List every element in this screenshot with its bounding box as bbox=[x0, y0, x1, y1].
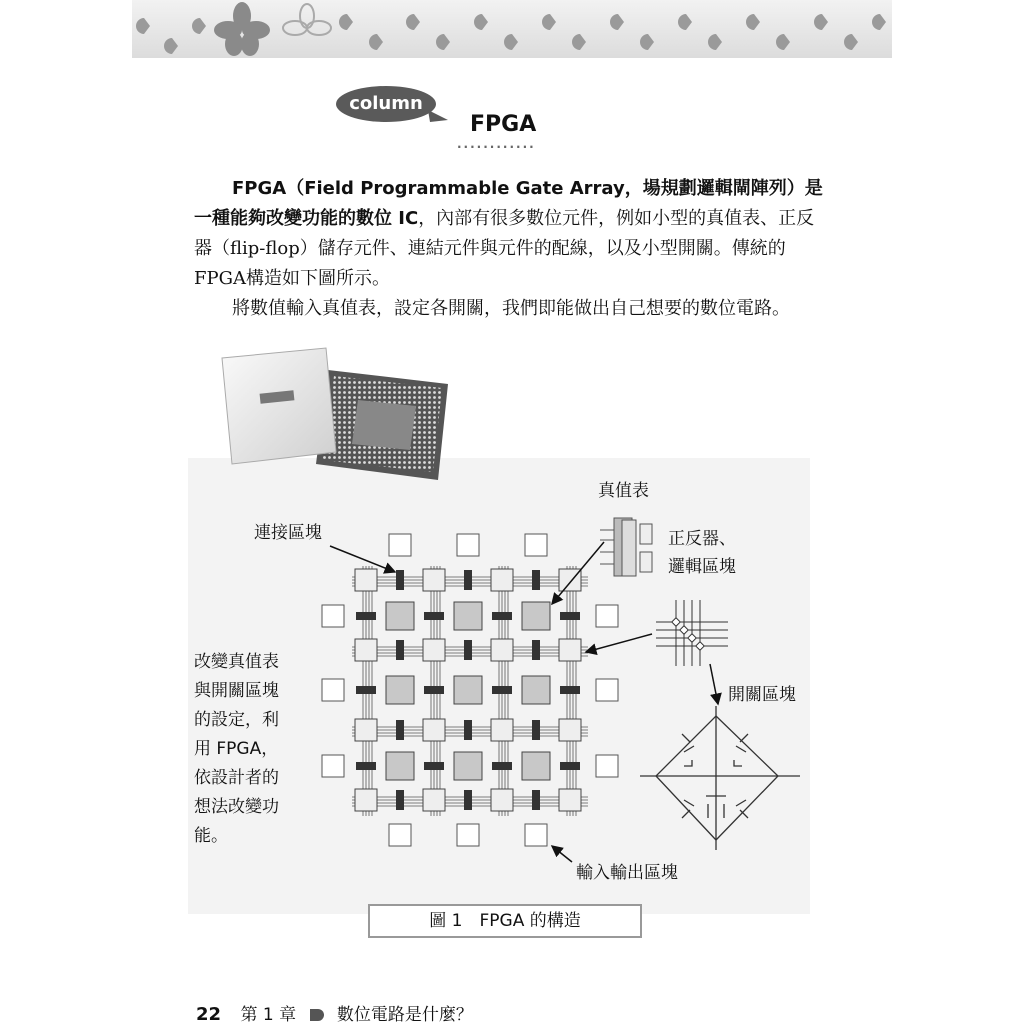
logic-block bbox=[386, 676, 414, 704]
side-text-line: 的設定，利 bbox=[194, 710, 279, 730]
connection-block bbox=[396, 640, 404, 660]
io-block bbox=[322, 679, 344, 701]
switch-block bbox=[491, 569, 513, 591]
page-footer bbox=[196, 1000, 473, 1025]
switch-block bbox=[423, 719, 445, 741]
connection-block bbox=[560, 686, 580, 694]
arrow-connect-block bbox=[330, 546, 395, 572]
logic-block bbox=[454, 602, 482, 630]
truth-table-icon bbox=[600, 518, 652, 576]
connection-block bbox=[424, 612, 444, 620]
io-block bbox=[525, 534, 547, 556]
io-block bbox=[596, 679, 618, 701]
title-underline-dots: ············ bbox=[457, 140, 536, 154]
connection-block bbox=[424, 686, 444, 694]
logic-block bbox=[522, 602, 550, 630]
intro-rest-text: ，內部有很多數位元件，例如小型的真值表、正反器（flip-flop）儲存元件、連結元件與元件的配線，以及小型開關。傳統的FPGA構造如下圖所示。 bbox=[194, 208, 815, 289]
connection-block bbox=[492, 612, 512, 620]
label-flipflop-1: 正反器、 bbox=[668, 529, 736, 549]
switch-block bbox=[559, 719, 581, 741]
switch-block bbox=[355, 719, 377, 741]
side-text-line: 用 FPGA， bbox=[194, 739, 279, 759]
connection-block bbox=[532, 640, 540, 660]
connection-block bbox=[396, 790, 404, 810]
connection-block bbox=[396, 720, 404, 740]
chapter-title: 數位電路是什麼？ bbox=[336, 1005, 473, 1025]
switch-block bbox=[423, 789, 445, 811]
side-text-line: 改變真值表 bbox=[194, 652, 279, 672]
io-block bbox=[457, 534, 479, 556]
logic-block bbox=[386, 602, 414, 630]
logic-block bbox=[522, 752, 550, 780]
switch-block bbox=[355, 789, 377, 811]
connection-block bbox=[424, 762, 444, 770]
second-paragraph-text: 將數值輸入真值表，設定各開關，我們即能做出自己想要的數位電路。 bbox=[232, 298, 790, 319]
io-block bbox=[322, 605, 344, 627]
switch-block bbox=[559, 789, 581, 811]
connection-block bbox=[464, 720, 472, 740]
switch-block bbox=[423, 569, 445, 591]
connection-block bbox=[532, 790, 540, 810]
arrow-switch-mesh bbox=[586, 634, 652, 652]
connection-block bbox=[532, 570, 540, 590]
switch-block bbox=[423, 639, 445, 661]
intro-bold-text: FPGA（Field Programmable Gate Array，場規劃邏輯閘陣列）是一種能夠改變功能的數位 IC bbox=[194, 178, 823, 229]
label-truth-table: 真值表 bbox=[598, 481, 649, 501]
chapter-marker-icon bbox=[310, 1009, 324, 1021]
connection-block bbox=[464, 640, 472, 660]
connection-block bbox=[492, 686, 512, 694]
logic-block bbox=[522, 676, 550, 704]
arrow-switch-detail bbox=[710, 664, 718, 704]
switch-block bbox=[491, 719, 513, 741]
switch-block bbox=[559, 639, 581, 661]
connection-block bbox=[464, 570, 472, 590]
page-title: FPGA bbox=[470, 112, 537, 137]
chapter-number: 第 1 章 bbox=[240, 1005, 297, 1025]
side-text-line: 想法改變功 bbox=[194, 797, 279, 817]
connection-block bbox=[492, 762, 512, 770]
switch-mesh-icon bbox=[656, 600, 728, 666]
io-block bbox=[596, 755, 618, 777]
label-switch-block: 開關區塊 bbox=[728, 685, 796, 705]
connection-block bbox=[396, 570, 404, 590]
label-connect-block: 連接區塊 bbox=[254, 523, 322, 543]
side-text-line: 依設計者的 bbox=[194, 768, 279, 788]
side-text-line: 能。 bbox=[194, 826, 228, 846]
switch-block bbox=[491, 789, 513, 811]
connection-block bbox=[560, 762, 580, 770]
switch-block bbox=[491, 639, 513, 661]
figure-caption: 圖 1 FPGA 的構造 bbox=[368, 904, 642, 938]
label-flipflop-2: 邏輯區塊 bbox=[668, 557, 736, 577]
switch-block bbox=[355, 639, 377, 661]
io-block bbox=[389, 824, 411, 846]
io-block bbox=[457, 824, 479, 846]
switch-block-detail bbox=[640, 706, 800, 850]
connection-block bbox=[356, 612, 376, 620]
arrow-io-block bbox=[552, 846, 572, 862]
io-block bbox=[596, 605, 618, 627]
page-number: 22 bbox=[196, 1004, 222, 1025]
connection-block bbox=[464, 790, 472, 810]
label-io-block: 輸入輸出區塊 bbox=[576, 863, 678, 883]
logic-block bbox=[454, 676, 482, 704]
io-block bbox=[525, 824, 547, 846]
column-badge-label: column bbox=[349, 93, 423, 114]
connection-block bbox=[356, 762, 376, 770]
side-text-line: 與開關區塊 bbox=[194, 681, 279, 701]
connection-block bbox=[532, 720, 540, 740]
logic-block bbox=[454, 752, 482, 780]
switch-block bbox=[355, 569, 377, 591]
connection-block bbox=[560, 612, 580, 620]
io-block bbox=[322, 755, 344, 777]
logic-block bbox=[386, 752, 414, 780]
connection-block bbox=[356, 686, 376, 694]
io-block bbox=[389, 534, 411, 556]
